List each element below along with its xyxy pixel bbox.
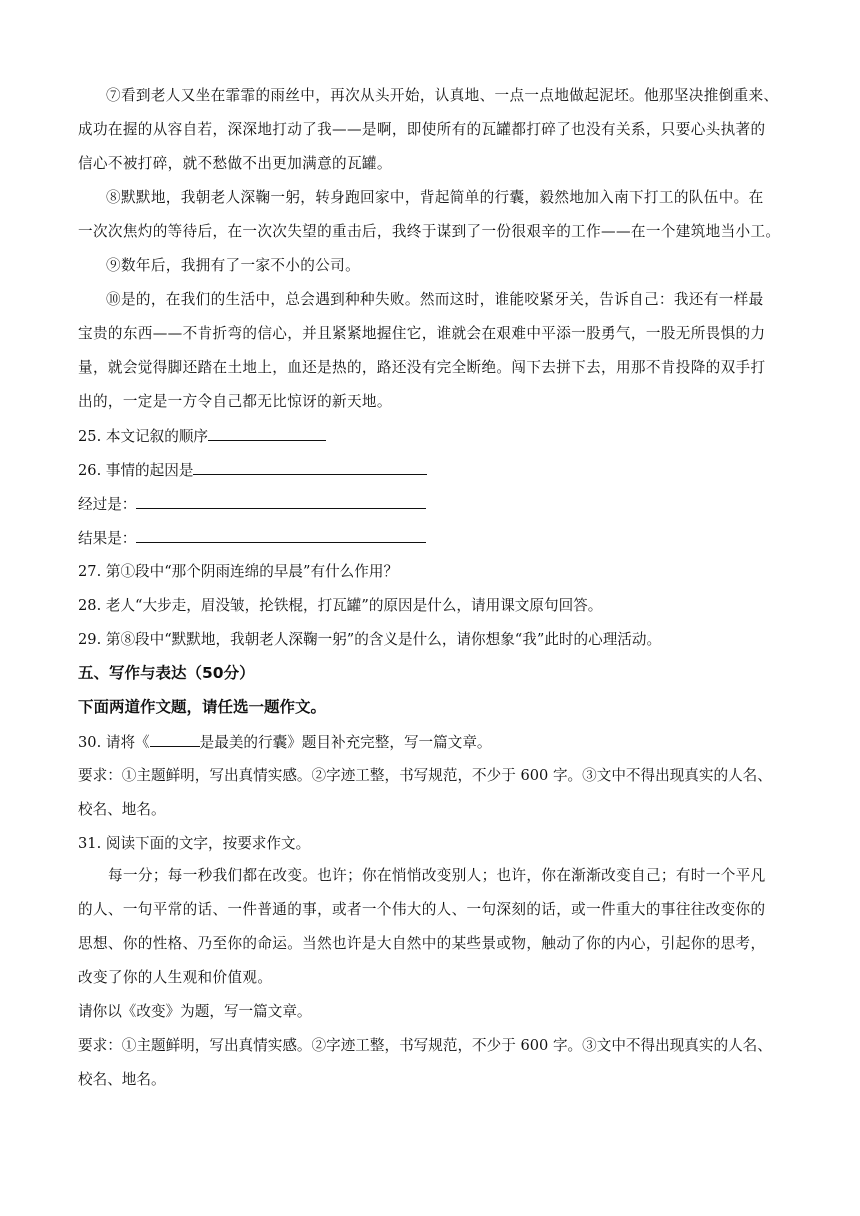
answer-blank-26-cause[interactable] [193,460,427,475]
paragraph-10-line-1: ⑩是的，在我们的生活中，总会遇到种种失败。然而这时，谁能咬紧牙关，告诉自己：我还有一样最 [106,291,764,308]
question-27: 27. 第①段中“那个阴雨连绵的早晨”有什么作用？ [78,563,399,580]
paragraph-10-line-4: 出的，一定是一方令自己都无比惊讶的新天地。 [78,393,392,410]
paragraph-9-line-1: ⑨数年后，我拥有了一家不小的公司。 [106,257,361,274]
answer-blank-26-result[interactable] [136,528,426,543]
question-26-process [78,494,426,515]
answer-blank-25[interactable] [208,426,326,441]
question-25-text: 25. 本文记叙的顺序 [78,428,209,445]
section-title: 五、写作与表达（50分） [78,664,255,682]
question-31-requirements-line-2: 校名、地名。 [78,1071,166,1088]
material-line-2: 的人、一句平常的话、一件普通的事，或者一个伟大的人、一句深刻的话，或一件重大的事往往改变你的 [78,901,766,918]
question-30-prefix: 30. 请将《 [78,734,150,751]
paragraph-7-line-3: 信心不被打碎，就不愁做不出更加满意的瓦罐。 [78,155,392,172]
question-26-text: 26. 事情的起因是 [78,462,194,479]
answer-blank-26-process[interactable] [136,494,426,509]
paragraph-10-line-3: 量，就会觉得脚还踏在土地上，血还是热的，路还没有完全断绝。闯下去拼下去，用那不肯投降的双手打 [78,359,766,376]
question-30 [78,732,492,753]
process-label: 经过是： [78,496,137,513]
material-line-4: 改变了你的人生观和价值观。 [78,969,273,986]
paragraph-7-line-1: ⑦看到老人又坐在霏霏的雨丝中，再次从头开始，认真地、一点一点地做起泥坯。他那坚决推倒重来、 [106,87,779,104]
question-31-requirements-line-1: 要求：①主题鲜明，写出真情实感。②字迹工整，书写规范，不少于 600 字。③文中不得出现真实的人名、 [78,1037,772,1054]
question-29: 29. 第⑧段中“默默地，我朝老人深鞠一躬”的含义是什么，请你想象“我”此时的心理活动。 [78,631,662,648]
question-31-task: 请你以《改变》为题，写一篇文章。 [78,1003,312,1020]
question-26-result [78,528,426,549]
question-30-requirements-line-1: 要求：①主题鲜明，写出真情实感。②字迹工整，书写规范，不少于 600 字。③文中不得出现真实的人名、 [78,767,772,784]
question-31: 31. 阅读下面的文字，按要求作文。 [78,835,311,852]
paragraph-8-line-1: ⑧默默地，我朝老人深鞠一躬，转身跑回家中，背起简单的行囊，毅然地加入南下打工的队伍中。在 [106,189,764,206]
question-30-suffix: 是最美的行囊》题目补充完整，写一篇文章。 [199,734,492,751]
paragraph-10-line-2: 宝贵的东西——不肯折弯的信心，并且紧紧地握住它，谁就会在艰难中平添一股勇气，一股无所畏惧的力 [78,325,766,342]
answer-blank-30-title[interactable] [150,732,200,747]
material-line-3: 思想、你的性格、乃至你的命运。当然也许是大自然中的某些景或物，触动了你的内心，引起你的思考， [78,935,766,952]
material-line-1: 每一分；每一秒我们都在改变。也许；你在悄悄改变别人；也许，你在渐渐改变自己；有时一个平凡 [108,867,766,884]
question-25 [78,426,326,447]
question-30-requirements-line-2: 校名、地名。 [78,801,166,818]
result-label: 结果是： [78,530,137,547]
question-28: 28. 老人“大步走，眉没皱，抡铁棍，打瓦罐”的原因是什么，请用课文原句回答。 [78,597,603,614]
paragraph-7-line-2: 成功在握的从容自若，深深地打动了我——是啊，即使所有的瓦罐都打碎了也没有关系，只要心头执著的 [78,121,766,138]
paragraph-8-line-2: 一次次焦灼的等待后，在一次次失望的重击后，我终于谋到了一份很艰辛的工作——在一个建筑地当小工。 [78,223,781,240]
writing-instruction: 下面两道作文题，请任选一题作文。 [78,698,327,716]
question-26 [78,460,427,481]
